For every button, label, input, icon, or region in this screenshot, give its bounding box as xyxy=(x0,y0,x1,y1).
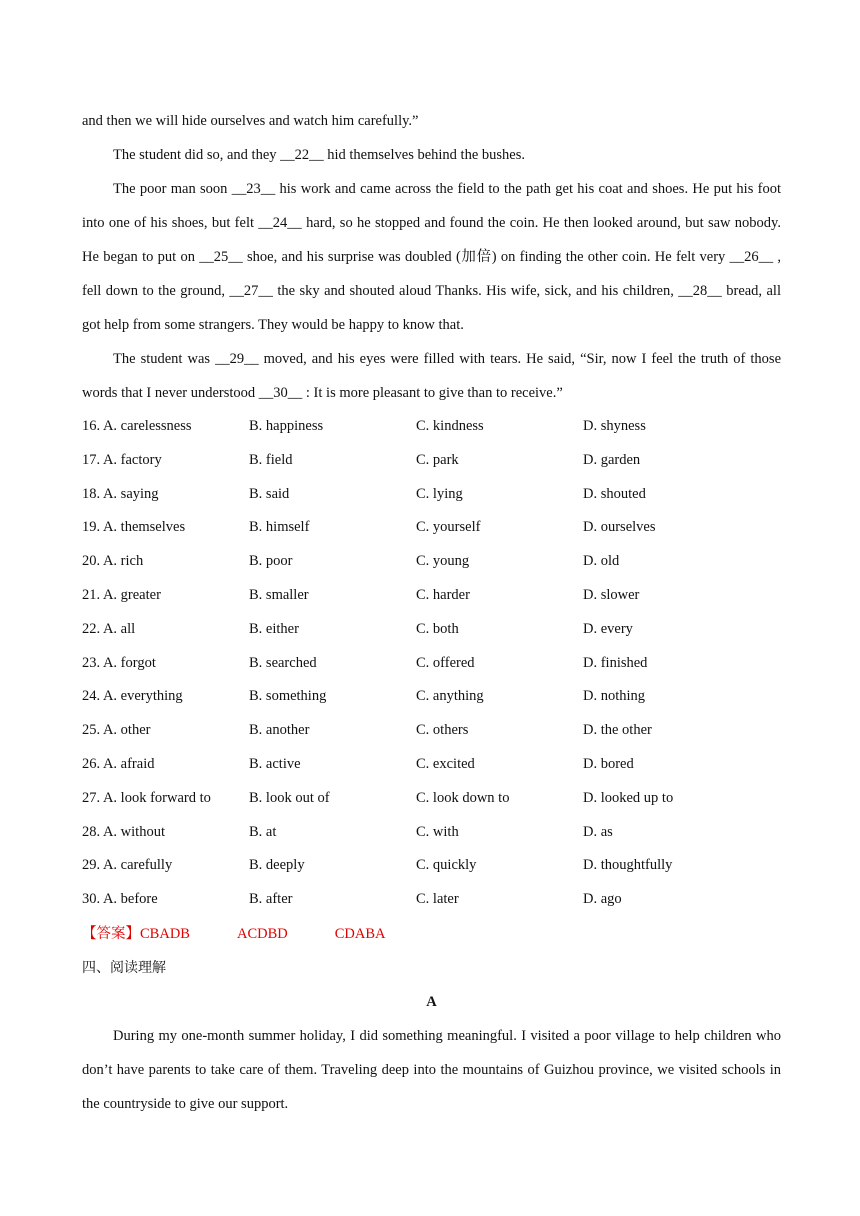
question-options-row xyxy=(82,680,781,714)
option-d: D. as xyxy=(583,823,613,840)
option-b: B. smaller xyxy=(249,586,309,603)
reading-title: A xyxy=(426,993,437,1010)
option-c: C. look down to xyxy=(416,789,510,806)
option-b: B. something xyxy=(249,688,327,705)
option-d: D. thoughtfully xyxy=(583,857,673,874)
option-b: B. active xyxy=(249,755,301,772)
option-d: D. ago xyxy=(583,891,622,908)
option-c: C. kindness xyxy=(416,418,484,434)
option-d: D. the other xyxy=(583,722,652,739)
option-b: B. look out of xyxy=(249,789,330,806)
option-c: C. later xyxy=(416,891,459,908)
question-options-row xyxy=(82,478,781,512)
option-c: C. quickly xyxy=(416,857,477,874)
option-b: B. after xyxy=(249,891,293,908)
option-a: 18. A. saying xyxy=(82,485,159,502)
answer-group-3: CDABA xyxy=(334,925,386,942)
option-a: 25. A. other xyxy=(82,722,151,739)
option-b: B. another xyxy=(249,722,310,739)
option-a: 30. A. before xyxy=(82,891,158,908)
answer-label: 【答案】 xyxy=(82,925,140,942)
option-c: C. park xyxy=(416,451,459,468)
option-a: 29. A. carefully xyxy=(82,857,173,874)
section-heading: 四、阅读理解 xyxy=(82,959,166,976)
option-d: D. looked up to xyxy=(583,789,674,806)
option-c: C. young xyxy=(416,553,470,570)
option-a: 28. A. without xyxy=(82,823,165,840)
option-a: 22. A. all xyxy=(82,620,136,637)
option-d: D. slower xyxy=(583,586,640,603)
option-c: C. harder xyxy=(416,586,470,603)
question-options-row xyxy=(82,410,781,444)
option-c: C. others xyxy=(416,722,469,739)
question-options-row xyxy=(82,511,781,545)
question-options-row xyxy=(82,782,781,816)
option-d: D. garden xyxy=(583,451,641,468)
option-a: 24. A. everything xyxy=(82,688,183,705)
option-b: B. at xyxy=(249,823,277,840)
question-options-row xyxy=(82,849,781,883)
option-a: 16. A. carelessness xyxy=(82,418,192,434)
question-options-row xyxy=(82,613,781,647)
passage-paragraph: and then we will hide ourselves and watch him carefully.” xyxy=(82,113,419,129)
option-c: C. offered xyxy=(416,654,475,671)
question-options-row xyxy=(82,545,781,579)
option-b: B. himself xyxy=(249,519,310,536)
option-a: 19. A. themselves xyxy=(82,519,186,536)
passage-paragraph: The student was __29__ moved, and his eyes were filled with tears. He said, “Sir, now I feel the truth of those words that I never understood __30__ : It is more pleasant to give than to receive.” xyxy=(82,351,781,401)
option-d: D. nothing xyxy=(583,688,646,705)
question-options-row xyxy=(82,579,781,613)
cloze-passage xyxy=(82,104,781,410)
reading-paragraph: During my one-month summer holiday, I did something meaningful. I visited a poor village to help children who don’t have parents to take care of them. Traveling deep into the mountains of Guizhou province, we visited schools in the countryside to give our support. xyxy=(82,1027,781,1112)
option-c: C. anything xyxy=(416,688,484,705)
option-c: C. excited xyxy=(416,755,475,772)
option-b: B. happiness xyxy=(249,418,324,434)
option-a: 21. A. greater xyxy=(82,586,161,603)
option-d: D. ourselves xyxy=(583,519,656,536)
option-b: B. searched xyxy=(249,654,317,671)
option-b: B. field xyxy=(249,451,293,468)
question-options-row xyxy=(82,647,781,681)
question-options-row xyxy=(82,816,781,850)
answer-key xyxy=(82,917,781,951)
document-page xyxy=(82,104,781,1121)
passage-paragraph: The student did so, and they __22__ hid themselves behind the bushes. xyxy=(113,147,525,163)
option-c: C. both xyxy=(416,620,459,637)
answer-group-2: ACDBD xyxy=(236,925,288,942)
option-a: 26. A. afraid xyxy=(82,755,155,772)
option-d: D. shyness xyxy=(583,418,646,434)
question-options-row xyxy=(82,883,781,917)
option-d: D. every xyxy=(583,620,633,637)
answer-group-1: CBADB xyxy=(140,925,190,942)
option-a: 17. A. factory xyxy=(82,451,162,468)
question-options-row xyxy=(82,714,781,748)
option-a: 27. A. look forward to xyxy=(82,789,211,806)
question-options-row xyxy=(82,444,781,478)
passage-paragraph: The poor man soon __23__ his work and came across the field to the path get his coat and shoes. He put his foot into one of his shoes, but felt __24__ hard, so he stopped and found the coin. He then looked around, but saw nobody. He began to put on __25__ shoe, and his surprise was doubled (加倍) on finding the other coin. He felt very __26__ , fell down to the ground, __27__ the sky and shouted aloud Thanks. His wife, sick, and his children, __28__ bread, all got help from some strangers. They would be happy to know that. xyxy=(82,181,781,333)
option-c: C. with xyxy=(416,823,459,840)
option-d: D. finished xyxy=(583,654,648,671)
option-b: B. poor xyxy=(249,553,293,570)
option-d: D. shouted xyxy=(583,485,646,502)
option-a: 23. A. forgot xyxy=(82,654,156,671)
option-b: B. either xyxy=(249,620,299,637)
answer-options xyxy=(82,410,781,917)
option-b: B. said xyxy=(249,485,290,502)
question-options-row xyxy=(82,748,781,782)
option-b: B. deeply xyxy=(249,857,305,874)
option-d: D. old xyxy=(583,553,620,570)
option-a: 20. A. rich xyxy=(82,553,144,570)
option-c: C. lying xyxy=(416,485,463,502)
option-d: D. bored xyxy=(583,755,634,772)
option-c: C. yourself xyxy=(416,519,481,536)
